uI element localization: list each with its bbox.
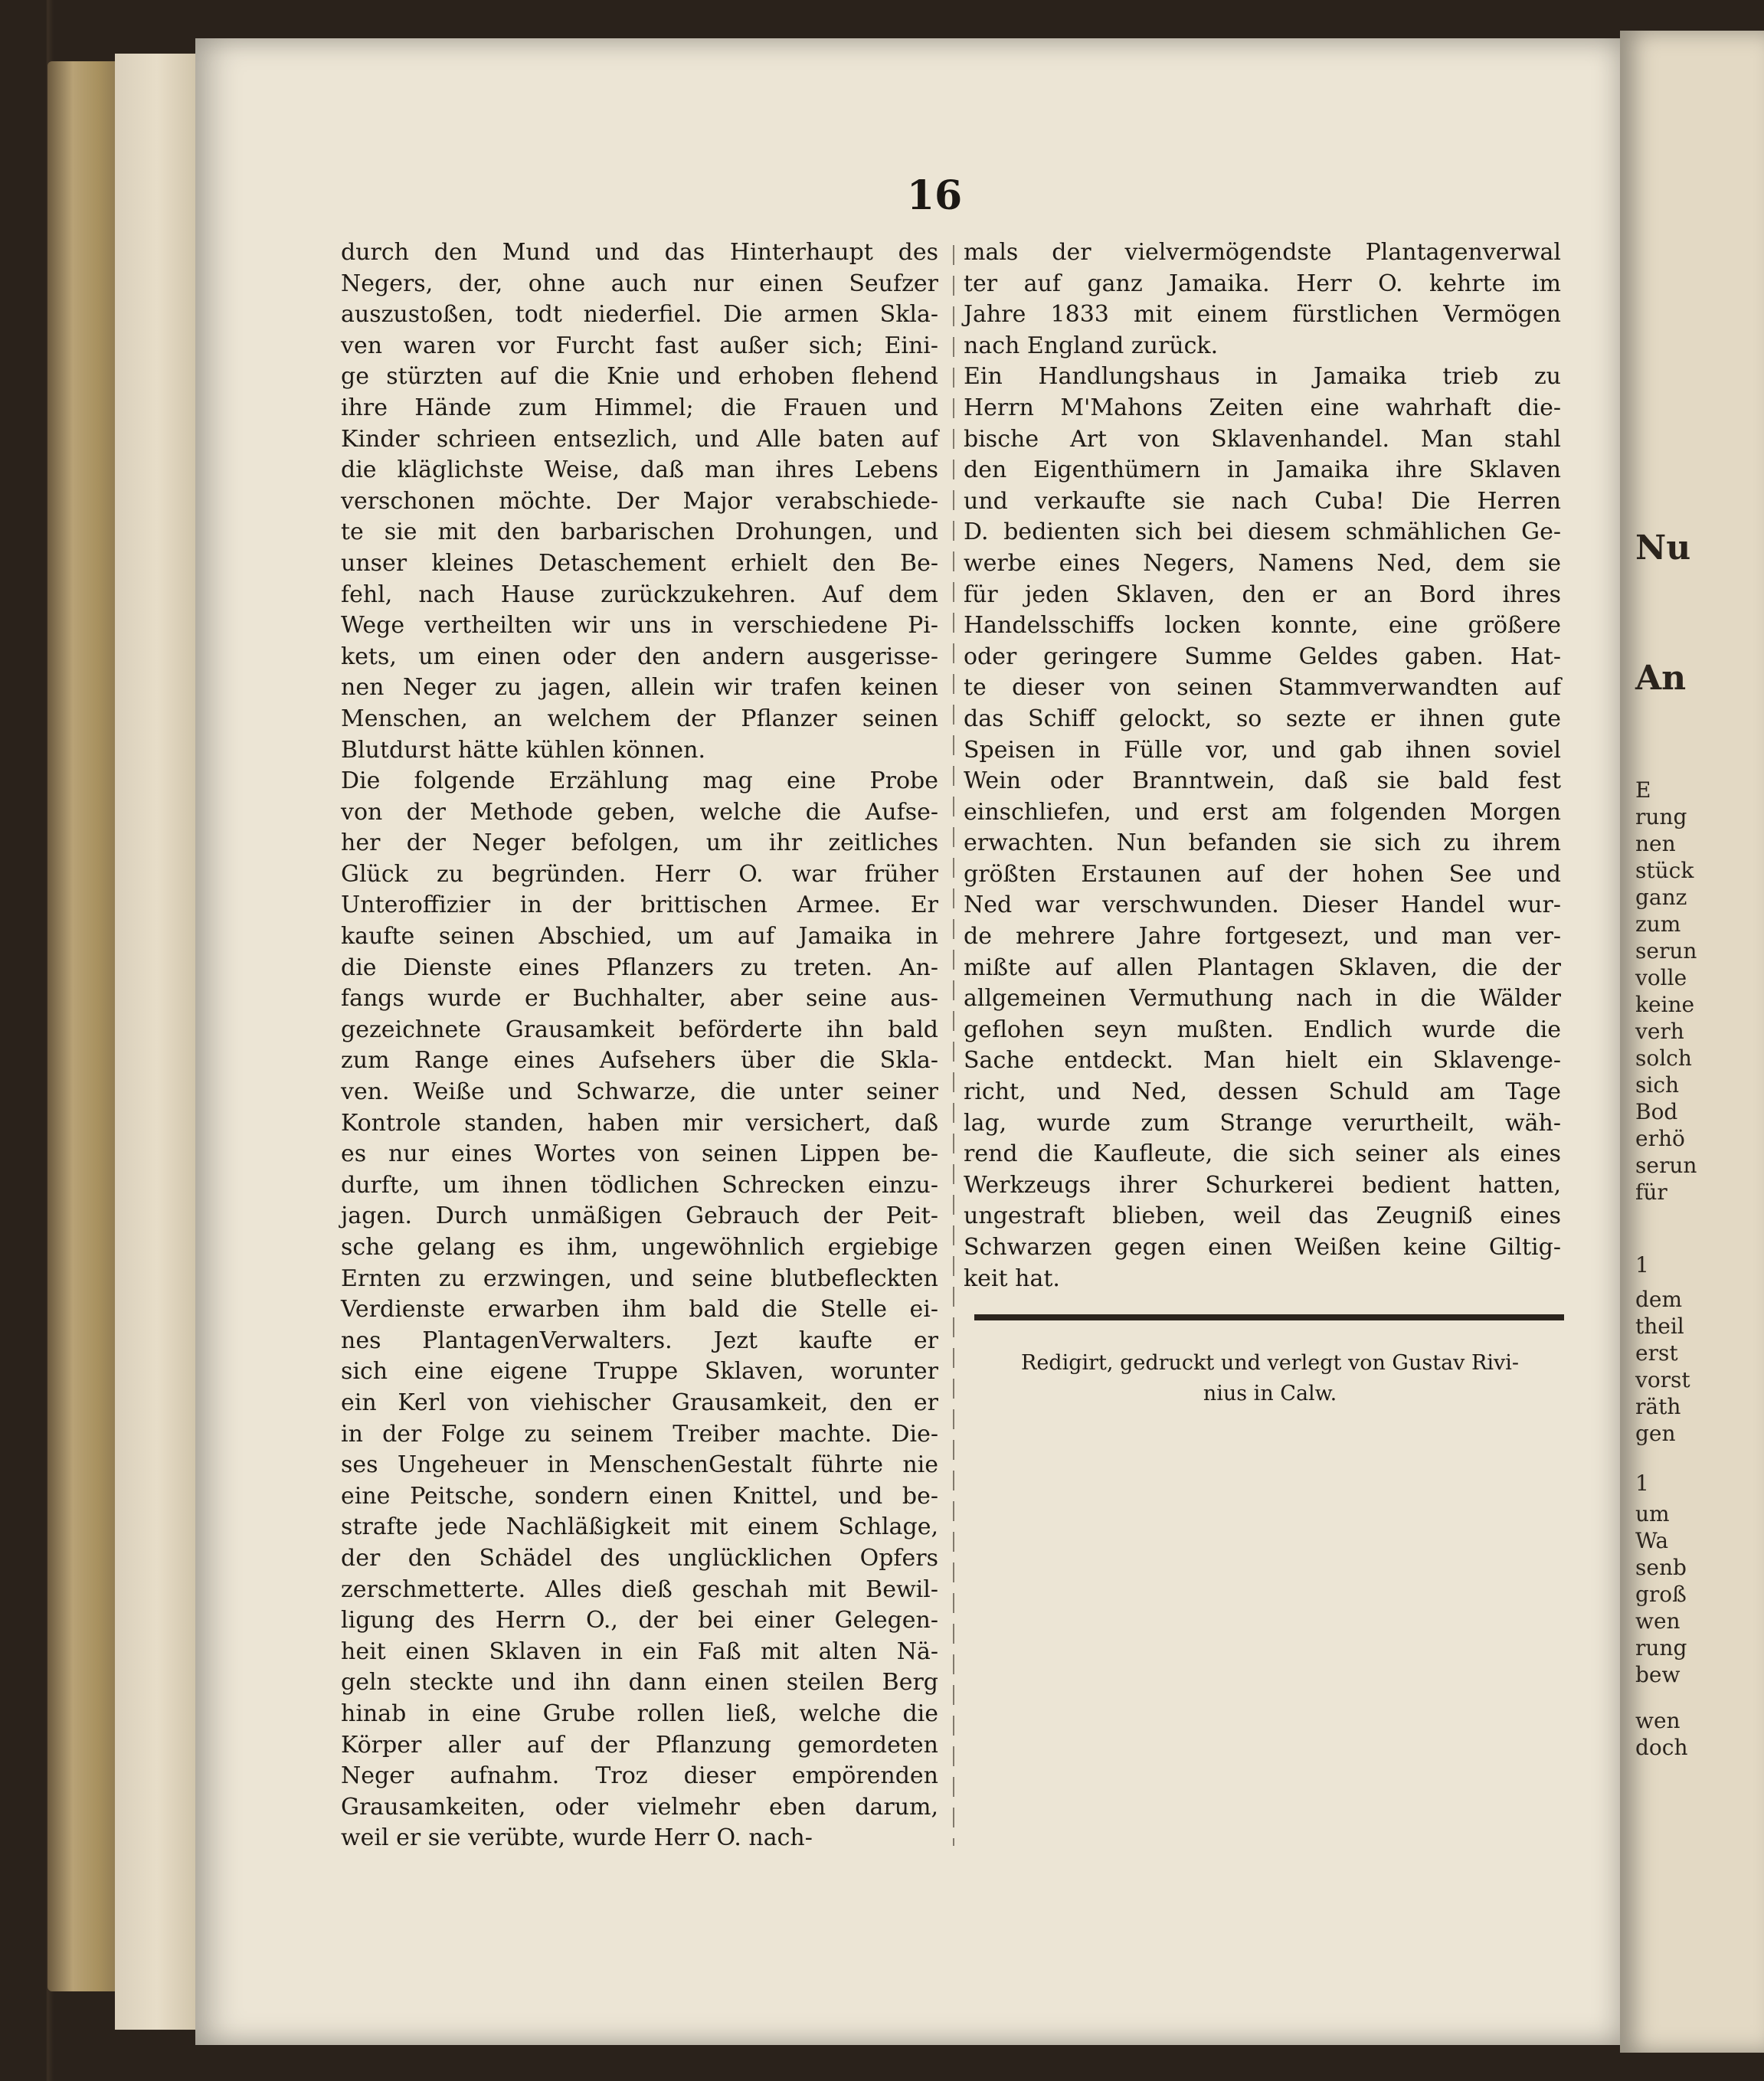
text-line: ge stürzten auf die Knie und erhoben flehend [341,363,938,391]
text-line: Neger aufnahm. Troz dieser empörenden [341,1762,938,1790]
text-line: geln steckte und ihn dann einen steilen Berg [341,1669,938,1697]
page-number: 16 [906,172,963,219]
text-line: auszustoßen, todt niederfiel. Die armen Skla- [341,301,938,329]
text-line: bische Art von Sklavenhandel. Man stahl [964,425,1561,453]
text-line: Glück zu begründen. Herr O. war früher [341,860,938,888]
text-line: zerschmetterte. Alles dieß geschah mit Bewil- [341,1575,938,1603]
adjacent-page-fragment: rung [1635,804,1687,829]
text-line: Blutdurst hätte kühlen können. [341,736,706,764]
text-line: her der Neger befolgen, um ihr zeitliches [341,829,938,857]
text-line: fehl, nach Hause zurückzukehren. Auf dem [341,581,938,608]
text-line: der den Schädel des unglücklichen Opfers [341,1544,938,1572]
text-line: Werkzeugs ihrer Schurkerei bedient hatten, [964,1171,1561,1199]
text-line: kets, um einen oder den andern ausgerisse- [341,643,938,670]
text-line: und verkaufte sie nach Cuba! Die Herren [964,487,1561,515]
imprint-rule [974,1314,1564,1320]
text-line: de mehrere Jahre fortgesezt, und man ver- [964,923,1561,951]
text-line: unser kleines Detaschement erhielt den Be- [341,549,938,577]
text-line: erwachten. Nun befanden sie sich zu ihrem [964,829,1561,857]
text-line: jagen. Durch unmäßigen Gebrauch der Peit- [341,1202,938,1230]
text-line: Verdienste erwarben ihm bald die Stelle ei- [341,1296,938,1324]
adjacent-page-fragment: rung [1635,1635,1687,1661]
adjacent-page-fragment: keine [1635,992,1695,1017]
text-line: ven waren vor Furcht fast außer sich; Eini- [341,332,938,359]
text-line: Ned war verschwunden. Dieser Handel wur- [964,892,1561,919]
text-line: die kläglichste Weise, daß man ihres Lebens [341,456,938,484]
adjacent-page-fragment: bew [1635,1662,1681,1687]
imprint [971,1348,1569,1409]
text-line: größten Erstaunen auf der hohen See und [964,860,1561,888]
book-spine-strip [115,54,199,2030]
text-line: Kontrole standen, haben mir versichert, daß [341,1109,938,1137]
text-line: Grausamkeiten, oder vielmehr eben darum, [341,1793,938,1821]
text-line: ligung des Herrn O., der bei einer Gelegen- [341,1607,938,1634]
text-line: Negers, der, ohne auch nur einen Seufzer [341,270,938,297]
adjacent-page-fragment: stück [1635,858,1694,883]
adjacent-page-fragment: nen [1635,831,1676,856]
text-line: Ernten zu erzwingen, und seine blutbefleckten [341,1265,938,1292]
text-line: Handelsschiffs locken konnte, eine größere [964,612,1561,640]
adjacent-page-fragment: serun [1635,938,1697,964]
adjacent-page-fragment: vorst [1635,1367,1690,1392]
adjacent-page-fragment: wen [1635,1708,1681,1733]
text-line: richt, und Ned, dessen Schuld am Tage [964,1078,1561,1106]
left-text-column [341,237,938,1854]
text-line: oder geringere Summe Geldes gaben. Hat- [964,643,1561,670]
adjacent-page-fragment: doch [1635,1735,1688,1760]
adjacent-page-fragment: senb [1635,1555,1687,1580]
text-line: eine Peitsche, sondern einen Knittel, und be- [341,1482,938,1510]
text-line: allgemeinen Vermuthung nach in die Wälder [964,985,1561,1013]
text-line: Kinder schrieen entsezlich, und Alle baten auf [341,425,938,453]
text-line: einschliefen, und erst am folgenden Morgen [964,798,1561,826]
adjacent-page-fragment: Nu [1635,528,1691,568]
right-text-column [964,237,1561,1294]
adjacent-page-fragment: 1 [1635,1471,1649,1496]
text-line: fangs wurde er Buchhalter, aber seine aus- [341,985,938,1013]
text-line: mißte auf allen Plantagen Sklaven, die der [964,954,1561,981]
text-line: Sache entdeckt. Man hielt ein Sklavenge- [964,1047,1561,1075]
text-line: D. bedienten sich bei diesem schmählichen Ge- [964,519,1561,546]
text-line: zum Range eines Aufsehers über die Skla- [341,1047,938,1075]
text-line: Körper aller auf der Pflanzung gemordeten [341,1731,938,1759]
text-line: durch den Mund und das Hinterhaupt des [341,239,938,266]
text-line: Jahre 1833 mit einem fürstlichen Vermögen [964,301,1561,329]
text-line: das Schiff gelockt, so sezte er ihnen gute [964,705,1561,732]
text-line: Herrn M'Mahons Zeiten eine wahrhaft die- [964,394,1561,421]
text-line: gezeichnete Grausamkeit beförderte ihn bald [341,1016,938,1043]
imprint-line-2: nius in Calw. [1203,1382,1337,1405]
text-line: für jeden Sklaven, den er an Bord ihres [964,581,1561,608]
text-line: den Eigenthümern in Jamaika ihre Sklaven [964,456,1561,484]
text-line: heit einen Sklaven in ein Faß mit alten Nä- [341,1638,938,1665]
column-divider [953,245,954,1846]
text-line: te sie mit den barbarischen Drohungen, und [341,519,938,546]
text-line: rend die Kaufleute, die sich seiner als eines [964,1140,1561,1168]
text-line: ungestraft blieben, weil das Zeugniß eines [964,1202,1561,1230]
adjacent-page-fragment: verh [1635,1019,1684,1044]
adjacent-page-fragment: wen [1635,1608,1681,1634]
text-line: Wein oder Branntwein, daß sie bald fest [964,767,1561,795]
adjacent-page-fragment: groß [1635,1582,1687,1607]
text-line: Menschen, an welchem der Pflanzer seinen [341,705,938,732]
adjacent-page-fragment: erst [1635,1340,1678,1366]
text-line: keit hat. [964,1265,1060,1292]
text-line: nes PlantagenVerwalters. Jezt kaufte er [341,1327,938,1354]
adjacent-page-fragment: solch [1635,1045,1692,1071]
text-line: kaufte seinen Abschied, um auf Jamaika in [341,923,938,951]
text-line: Unteroffizier in der brittischen Armee. Er [341,892,938,919]
adjacent-page-fragment: volle [1635,965,1687,990]
text-line: strafte jede Nachläßigkeit mit einem Schlage, [341,1513,938,1541]
imprint-line-1: Redigirt, gedruckt und verlegt von Gustav Rivi- [1021,1351,1519,1375]
text-line: es nur eines Wortes von seinen Lippen be- [341,1140,938,1168]
text-line: hinab in eine Grube rollen ließ, welche die [341,1700,938,1727]
adjacent-page-fragment: Wa [1635,1528,1669,1553]
adjacent-page-fragment: um [1635,1501,1670,1526]
text-line: durfte, um ihnen tödlichen Schrecken einzu- [341,1171,938,1199]
adjacent-page-fragment: theil [1635,1314,1684,1339]
text-line: in der Folge zu seinem Treiber machte. Die- [341,1420,938,1448]
adjacent-page-fragment: Bod [1635,1099,1678,1124]
adjacent-page-fragment: serun [1635,1153,1697,1178]
text-line: Ein Handlungshaus in Jamaika trieb zu [964,363,1561,391]
text-line: mals der vielvermögendste Plantagenverwal [964,239,1561,266]
text-line: weil er sie verübte, wurde Herr O. nach- [341,1824,813,1852]
text-line: die Dienste eines Pflanzers zu treten. An- [341,954,938,981]
adjacent-page-fragment: für [1635,1180,1667,1205]
text-line: werbe eines Negers, Namens Ned, dem sie [964,549,1561,577]
adjacent-page-fragment: erhö [1635,1126,1685,1151]
text-line: ein Kerl von viehischer Grausamkeit, den er [341,1389,938,1416]
adjacent-page-fragment: ganz [1635,885,1687,910]
text-line: Wege vertheilten wir uns in verschiedene Pi- [341,612,938,640]
text-line: nach England zurück. [964,332,1219,359]
text-line: nen Neger zu jagen, allein wir trafen keinen [341,674,938,702]
text-line: ses Ungeheuer in MenschenGestalt führte nie [341,1451,938,1479]
adjacent-page-fragment: 1 [1635,1252,1649,1278]
text-line: ven. Weiße und Schwarze, die unter seiner [341,1078,938,1106]
text-line: Speisen in Fülle vor, und gab ihnen soviel [964,736,1561,764]
text-line: Schwarzen gegen einen Weißen keine Giltig- [964,1234,1561,1261]
text-line: te dieser von seinen Stammverwandten auf [964,674,1561,702]
text-line: sche gelang es ihm, ungewöhnlich ergiebige [341,1234,938,1261]
text-line: lag, wurde zum Strange verurtheilt, wäh- [964,1109,1561,1137]
adjacent-page-fragment: dem [1635,1287,1683,1312]
adjacent-page-fragment: sich [1635,1072,1680,1098]
adjacent-page-fragment: E [1635,777,1651,803]
text-line: sich eine eigene Truppe Sklaven, worunter [341,1358,938,1386]
text-line: geflohen seyn mußten. Endlich wurde die [964,1016,1561,1043]
adjacent-page-fragment: zum [1635,911,1681,937]
text-line: verschonen möchte. Der Major verabschiede- [341,487,938,515]
text-line: ihre Hände zum Himmel; die Frauen und [341,394,938,421]
adjacent-page-edge [1620,31,1764,2053]
adjacent-page-fragment: An [1635,659,1687,698]
text-line: Die folgende Erzählung mag eine Probe [341,767,938,795]
text-line: von der Methode geben, welche die Aufse- [341,798,938,826]
adjacent-page-fragment: räth [1635,1394,1681,1419]
adjacent-page-fragment: gen [1635,1421,1676,1446]
text-line: ter auf ganz Jamaika. Herr O. kehrte im [964,270,1561,297]
